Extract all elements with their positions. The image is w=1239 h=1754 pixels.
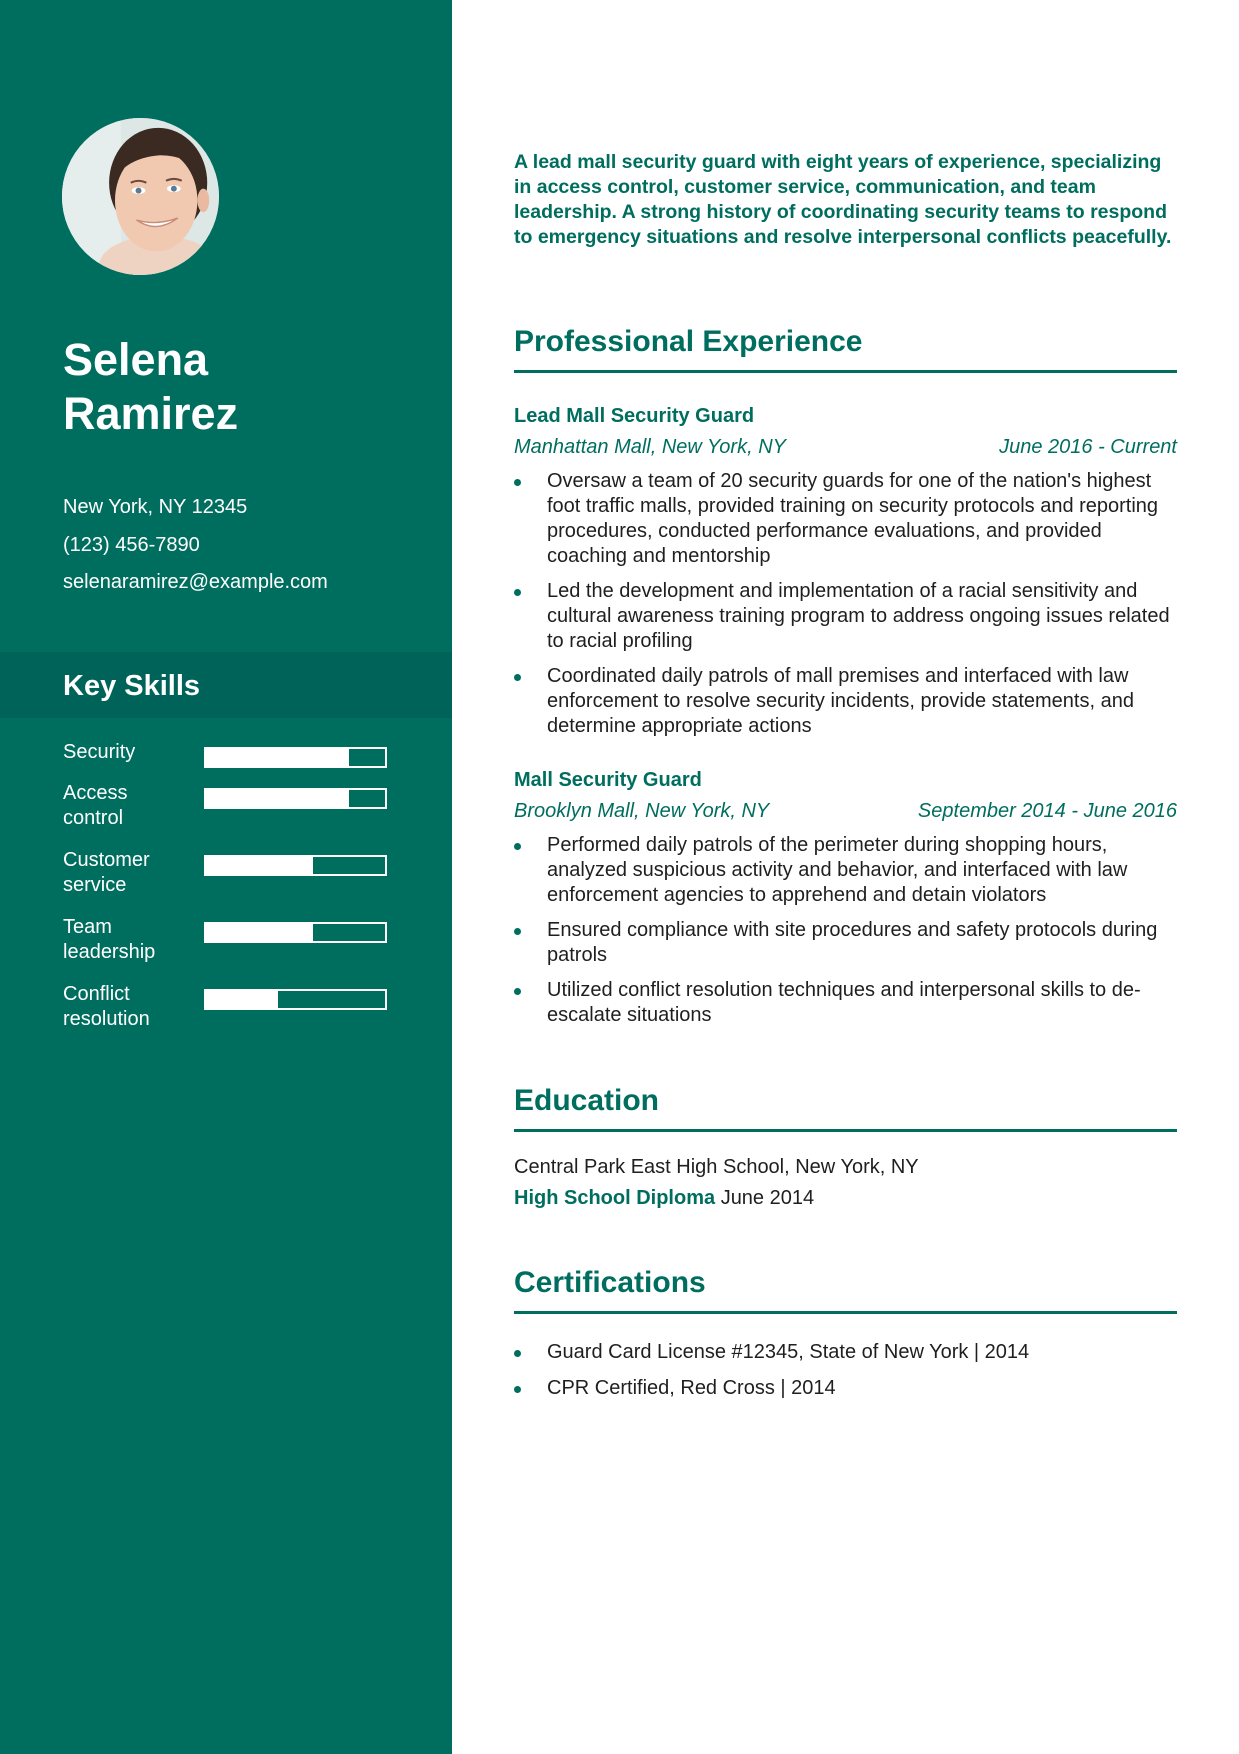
- skill-level-fill: [206, 991, 278, 1008]
- skill-label: Customer service: [63, 849, 150, 896]
- cert-text: CPR Certified, Red Cross | 2014: [547, 1377, 836, 1399]
- cert-text: Guard Card License #12345, State of New York | 2014: [547, 1341, 1030, 1363]
- job-bullets: [514, 833, 1177, 1028]
- skill-label: Access control: [63, 782, 128, 829]
- cert-item: [514, 1376, 1177, 1401]
- bullet-icon: [514, 1386, 521, 1393]
- key-skills-header: [0, 652, 452, 718]
- skill-level-bar: [204, 922, 387, 943]
- certifications-list: [514, 1340, 1177, 1412]
- email-link[interactable]: selenaramirez@example.com: [63, 571, 328, 593]
- job-dates: June 2016 - Current: [999, 436, 1177, 458]
- bullet-icon: [514, 589, 521, 596]
- bullet-item: [514, 918, 1177, 968]
- location-text: New York, NY 12345: [63, 496, 248, 518]
- bullet-item: [514, 978, 1177, 1028]
- skills-list: [63, 740, 403, 1049]
- skill-item: [63, 848, 403, 915]
- education-entry: [514, 1152, 1177, 1214]
- cert-bullets: [514, 1340, 1177, 1401]
- bullet-icon: [514, 674, 521, 681]
- skill-label: Team leadership: [63, 916, 156, 963]
- degree-date: June 2014: [720, 1187, 815, 1209]
- skill-item: [63, 781, 403, 848]
- phone-text: (123) 456-7890: [63, 533, 200, 556]
- profile-photo: [62, 118, 219, 275]
- job-location: Manhattan Mall, New York, NY: [514, 436, 786, 458]
- candidate-name: [63, 333, 423, 441]
- skill-item: [63, 740, 403, 781]
- skill-level-bar: [204, 747, 387, 768]
- skill-item: [63, 915, 403, 982]
- last-name: Ramirez: [63, 388, 239, 439]
- job-title: Lead Mall Security Guard: [514, 405, 755, 427]
- bullet-text: Ensured compliance with site procedures and safety protocols during patrols: [547, 919, 1158, 966]
- bullet-text: Utilized conflict resolution techniques and interpersonal skills to de-escalate situations: [547, 979, 1141, 1026]
- bullet-icon: [514, 928, 521, 935]
- school-name: Central Park East High School, New York, NY: [514, 1156, 919, 1178]
- experience-section-title: Professional Experience: [514, 324, 1177, 373]
- skill-level-bar: [204, 989, 387, 1010]
- certifications-section-title: Certifications: [514, 1265, 1177, 1314]
- bullet-icon: [514, 988, 521, 995]
- skill-level-fill: [206, 857, 313, 874]
- degree-line: [514, 1183, 1177, 1214]
- job-bullets: [514, 469, 1177, 739]
- skill-item: [63, 982, 403, 1049]
- bullet-item: [514, 664, 1177, 739]
- bullet-item: [514, 469, 1177, 569]
- job-title: Mall Security Guard: [514, 769, 702, 791]
- skill-level-fill: [206, 924, 313, 941]
- skill-level-bar: [204, 788, 387, 809]
- bullet-text: Led the development and implementation of a racial sensitivity and cultural awareness training program to address ongoing issues related to racial profiling: [547, 580, 1170, 652]
- bullet-item: [514, 579, 1177, 654]
- bullet-icon: [514, 1350, 521, 1357]
- portrait-image: [62, 118, 219, 275]
- job-meta: [514, 798, 1177, 824]
- bullet-item: [514, 833, 1177, 908]
- skill-level-fill: [206, 749, 349, 766]
- bullet-text: Oversaw a team of 20 security guards for one of the nation's highest foot traffic malls, provided training on security protocols and reporting procedures, conducted performance evaluations, and provided coaching and mentorship: [547, 470, 1159, 567]
- job-location: Brooklyn Mall, New York, NY: [514, 800, 770, 822]
- bullet-icon: [514, 479, 521, 486]
- contact-info: [63, 489, 443, 602]
- cert-item: [514, 1340, 1177, 1365]
- skill-level-fill: [206, 790, 349, 807]
- degree-name: High School Diploma: [514, 1187, 716, 1209]
- job-entry: [514, 403, 1177, 749]
- skill-level-bar: [204, 855, 387, 876]
- sidebar: [0, 0, 452, 1754]
- job-dates: September 2014 - June 2016: [917, 800, 1177, 822]
- bullet-text: Performed daily patrols of the perimeter during shopping hours, analyzed suspicious activity and behavior, and interfaced with law enforcement agencies to apprehend and detain violators: [547, 834, 1128, 906]
- job-meta: [514, 434, 1177, 460]
- job-entry: [514, 767, 1177, 1038]
- skill-label: Security: [63, 741, 136, 763]
- skill-label: Conflict resolution: [63, 983, 150, 1030]
- bullet-icon: [514, 843, 521, 850]
- bullet-text: Coordinated daily patrols of mall premises and interfaced with law enforcement to resolve security incidents, provide statements, and determine appropriate actions: [547, 665, 1134, 737]
- first-name: Selena: [63, 334, 209, 385]
- education-section-title: Education: [514, 1083, 1177, 1132]
- professional-summary: A lead mall security guard with eight years of experience, specializing in access control, customer service, communication, and team leadership. A strong history of coordinating security teams to respond to emergency situations and resolve interpersonal conflicts peacefully.: [514, 151, 1172, 248]
- key-skills-title: Key Skills: [63, 670, 201, 702]
